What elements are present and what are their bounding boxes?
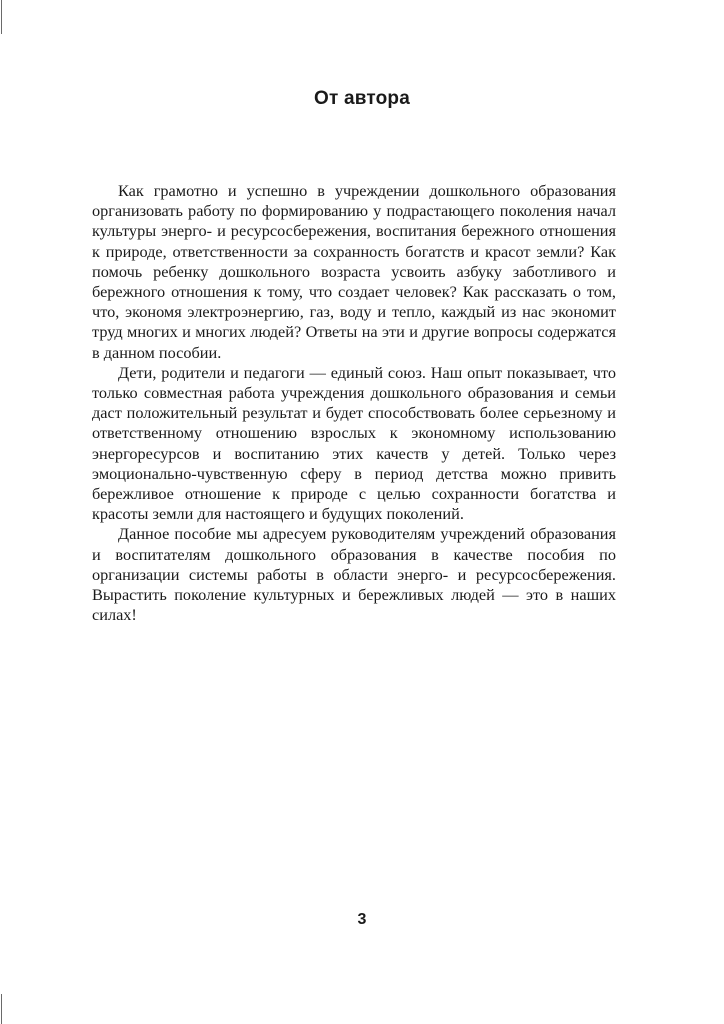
page-number: 3 [357, 911, 367, 928]
paragraph-3: Данное пособие мы адресуем руководителям учреждений образования и воспитателям дошкольного образования в качестве пособия по организации системы работы в области энерго- и ресурсосбережения. Вырастить поколение культурных и бережливых людей — это в наших силах! [92, 524, 616, 625]
paragraph-1: Как грамотно и успешно в учреждении дошкольного образования организовать работу по формированию у подрастающего поколения начал культуры энерго- и ресурсосбережения, воспитания бережного отношения к природе, ответственности за сохранность богатств и красот земли? Как помочь ребенку дошкольного возраста усвоить азбуку заботливого и бережного отношения к тому, что создает человек? Как рассказать о том, что, экономя электроэнергию, газ, воду и тепло, каждый из нас экономит труд многих и многих людей? Ответы на эти и другие вопросы содержатся в данном пособии. [92, 181, 616, 362]
body-text [92, 181, 616, 625]
paragraph-2: Дети, родители и педагоги — единый союз. Наш опыт показывает, что только совместная работа учреждения дошкольного образования и семьи даст положительный результат и будет способствовать более серьезному и ответственному отношению взрослых к экономному использованию энергоресурсов и воспитанию этих качеств у детей. Только через эмоционально-чувственную сферу в период детства можно привить бережливое отношение к природе с целью сохранности богатства и красоты земли для настоящего и будущих поколений. [92, 362, 616, 524]
page-title: От автора [314, 88, 410, 109]
crop-mark-bottom [1, 994, 2, 1024]
crop-mark-top [1, 0, 2, 34]
